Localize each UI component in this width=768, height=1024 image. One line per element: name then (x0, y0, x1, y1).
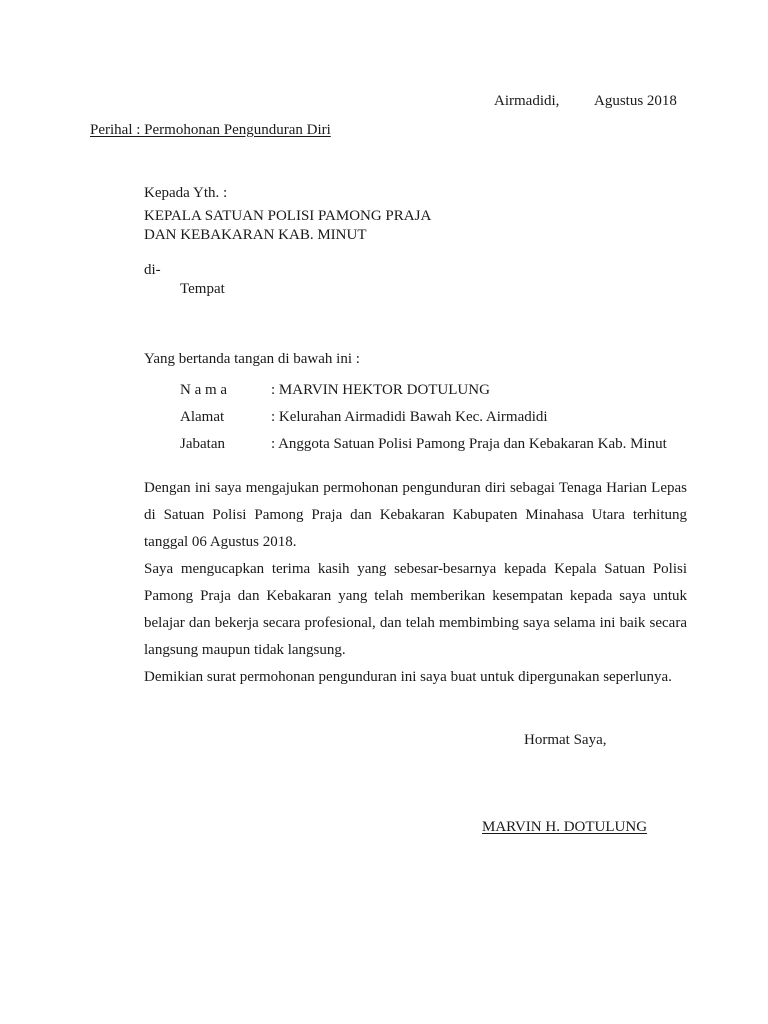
body-line: belajar dan bekerja secara profesional, dan telah membimbing saya selama ini baik secara (144, 615, 687, 631)
letter-subject: Perihal : Permohonan Pengunduran Diri (90, 122, 331, 138)
body-line: Saya mengucapkan terima kasih yang sebesar-besarnya kepada Kepala Satuan Polisi (144, 561, 687, 577)
identity-label-position: Jabatan (180, 436, 225, 452)
intro-text: Yang bertanda tangan di bawah ini : (144, 351, 360, 367)
identity-value-position: : Anggota Satuan Polisi Pamong Praja dan Kebakaran Kab. Minut (271, 436, 667, 452)
identity-label-address: Alamat (180, 409, 225, 425)
recipient-line-2: DAN KEBAKARAN KAB. MINUT (144, 227, 367, 243)
recipient-line-1: KEPALA SATUAN POLISI PAMONG PRAJA (144, 208, 432, 224)
recipient-di: di- (144, 262, 161, 278)
signatory-name: MARVIN H. DOTULUNG (482, 819, 648, 835)
closing-text: Hormat Saya, (524, 732, 607, 748)
identity-label-name: N a m a (180, 382, 228, 398)
body-line: tanggal 06 Agustus 2018. (144, 534, 297, 550)
body-line: langsung maupun tidak langsung. (144, 642, 346, 658)
letter-place: Airmadidi, (494, 93, 560, 109)
body-line: Demikian surat permohonan pengunduran ini saya buat untuk dipergunakan seperlunya. (144, 669, 672, 685)
letter-date: Agustus 2018 (594, 93, 677, 109)
body-line: Pamong Praja dan Kebakaran yang telah memberikan kesempatan kepada saya untuk (144, 588, 687, 604)
identity-value-address: : Kelurahan Airmadidi Bawah Kec. Airmadidi (271, 409, 548, 425)
recipient-greeting: Kepada Yth. : (144, 185, 228, 201)
body-line: di Satuan Polisi Pamong Praja dan Kebakaran Kabupaten Minahasa Utara terhitung (144, 507, 687, 523)
body-line: Dengan ini saya mengajukan permohonan pengunduran diri sebagai Tenaga Harian Lepas (144, 480, 687, 496)
recipient-place: Tempat (180, 281, 225, 297)
identity-value-name: : MARVIN HEKTOR DOTULUNG (271, 382, 490, 398)
